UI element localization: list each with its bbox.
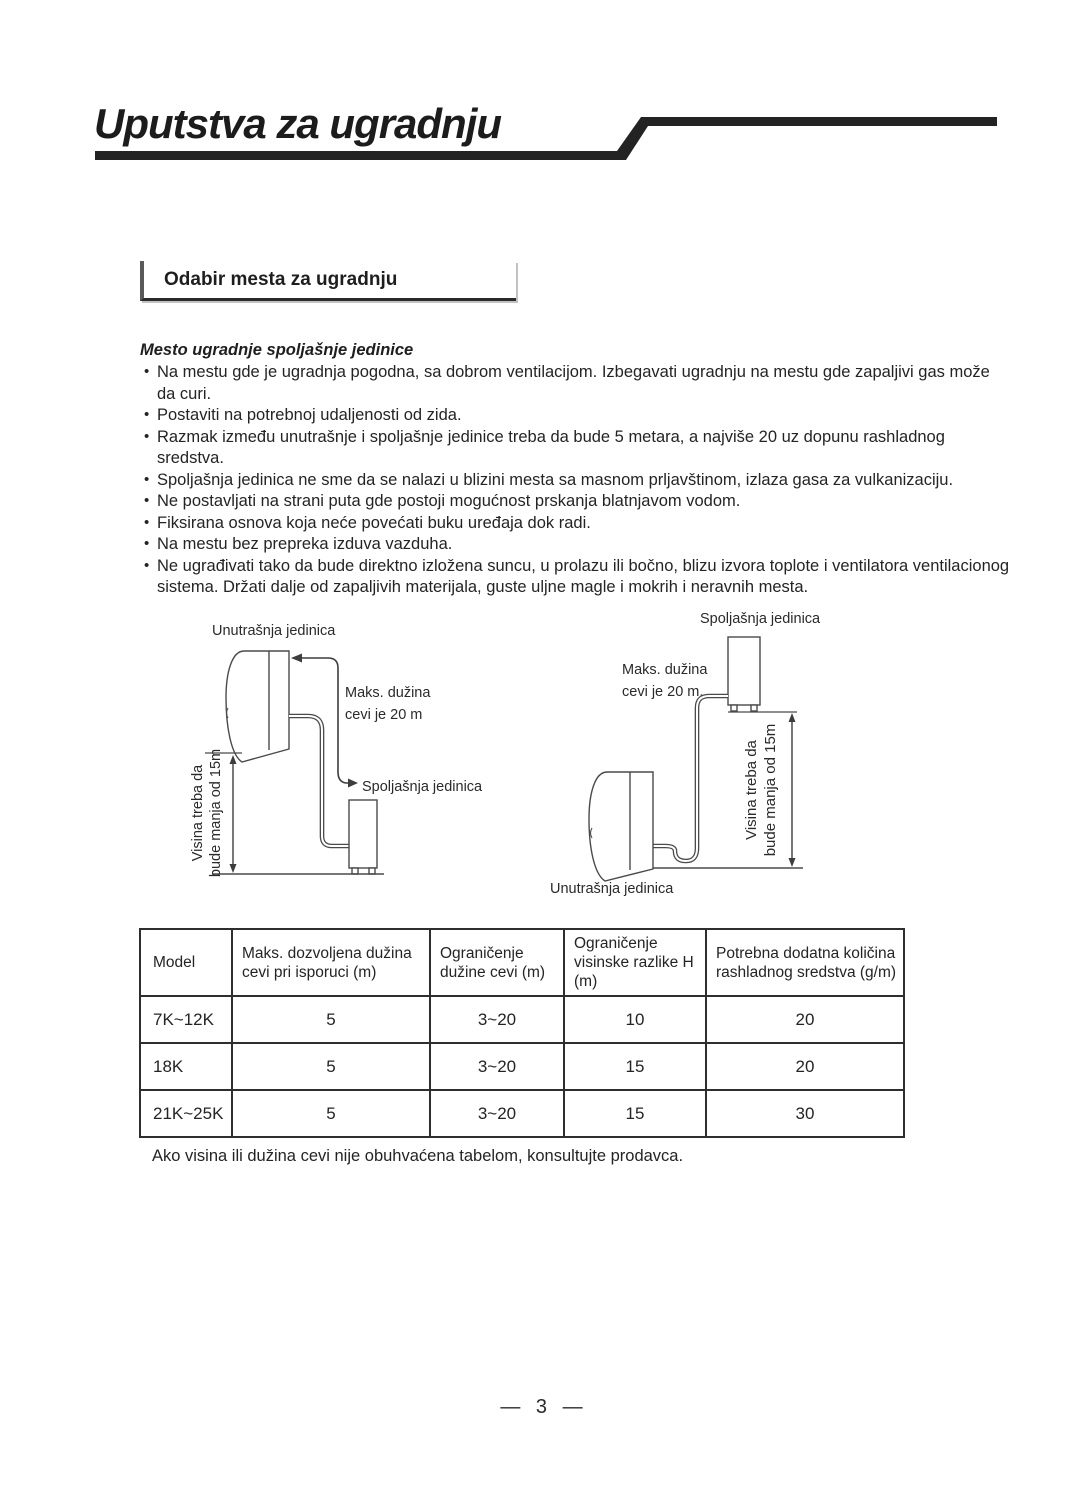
bullet-item: • Na mestu bez prepreka izduva vazduha. [140,534,1012,556]
value-cell: 15 [564,1043,706,1090]
value-cell: 5 [232,1090,430,1137]
value-cell: 20 [706,1043,904,1090]
model-cell: 18K [140,1043,232,1090]
pipe-length-note-line1: Maks. dužina [345,685,431,701]
outdoor-unit-label: Spoljašnja jedinica [700,611,821,627]
height-note-line1: Visina treba da [190,764,206,862]
value-cell: 3~20 [430,996,564,1043]
subsection-title: Mesto ugradnje spoljašnje jedinice [140,341,414,359]
diagram-left [180,600,500,895]
bullet-item: • Spoljašnja jedinica ne sme da se nalazi u blizini mesta sa masnom prljavštinom, izlaza gasa za vulkanizaciju. [140,470,1012,492]
outdoor-unit-label: Spoljašnja jedinica [362,779,483,795]
value-cell: 30 [706,1090,904,1137]
table-row [140,1043,904,1090]
model-cell: 21K~25K [140,1090,232,1137]
bullet-item: • Fiksirana osnova koja neće povećati buku uređaja dok radi. [140,513,1012,535]
pipe-length-note-line2: cevi je 20 m [345,707,423,723]
indoor-unit-drawing [226,651,289,762]
section-header [140,261,516,301]
bullet-item: • Ne postavljati na strani puta gde postoji mogućnost prskanja blatnjavom vodom. [140,491,1012,513]
section-title: Odabir mesta za ugradnju [164,268,398,290]
value-cell: 3~20 [430,1043,564,1090]
value-cell: 15 [564,1090,706,1137]
col-header-max-length: Maks. dozvoljena dužina cevi pri isporuci (m) [232,929,430,996]
table-note: Ako visina ili dužina cevi nije obuhvaćena tabelom, konsultujte prodavca. [152,1147,684,1165]
value-cell: 20 [706,996,904,1043]
header-rule-graphic [0,0,1083,180]
height-dimension [789,713,796,867]
refrigerant-pipe [653,696,728,861]
installation-bullet-list [140,362,1012,599]
bullet-item: • Postaviti na potrebnoj udaljenosti od zida. [140,405,1012,427]
page-number: — 3 — [500,1396,583,1418]
table-row [140,996,904,1043]
height-note-line1: Visina treba da [743,740,760,840]
pipe-length-note-line1: Maks. dužina [622,662,708,678]
col-header-height-limit: Ograničenje visinske razlike H (m) [564,929,706,996]
col-header-model: Model [140,929,232,996]
value-cell: 10 [564,996,706,1043]
table-header-row [140,929,904,996]
indoor-unit-drawing [589,772,653,881]
bullet-item: • Razmak između unutrašnje i spoljašnje jedinice treba da bude 5 metara, a najviše 20 uz dopunu rashladnog sredstva. [140,427,1012,470]
arrowhead-right [348,779,358,788]
outdoor-unit-drawing [349,800,377,874]
value-cell: 5 [232,1043,430,1090]
height-note-line2: bude manja od 15m [762,723,779,857]
arrowhead-left [291,654,302,663]
outdoor-unit-drawing [728,637,760,711]
col-header-length-limit: Ograničenje dužine cevi (m) [430,929,564,996]
height-note-line2: bude manja od 15m [208,748,224,878]
indoor-unit-label: Unutrašnja jedinica [212,623,336,639]
table-row [140,1090,904,1137]
page-title: Uputstva za ugradnju [94,100,502,147]
value-cell: 5 [232,996,430,1043]
diagram-right [545,600,825,900]
header-rule-shape [95,117,997,160]
col-header-extra-refrigerant: Potrebna dodatna količina rashladnog sredstva (g/m) [706,929,904,996]
pipe-spec-table [139,928,905,1138]
model-cell: 7K~12K [140,996,232,1043]
pipe-length-note-line2: cevi je 20 m. [622,684,704,700]
bullet-item: • Ne ugrađivati tako da bude direktno izložena suncu, u prolazu ili bočno, blizu izvora toplote i ventilatora ventilacionog sistema. Držati dalje od zapaljivih materijala, guste uljne magle i mokrih i neravnih mesta. [140,556,1012,599]
bullet-item: • Na mestu gde je ugradnja pogodna, sa dobrom ventilacijom. Izbegavati ugradnju na mestu gde zapaljivi gas može da curi. [140,362,1012,405]
indoor-unit-label: Unutrašnja jedinica [550,881,674,897]
value-cell: 3~20 [430,1090,564,1137]
